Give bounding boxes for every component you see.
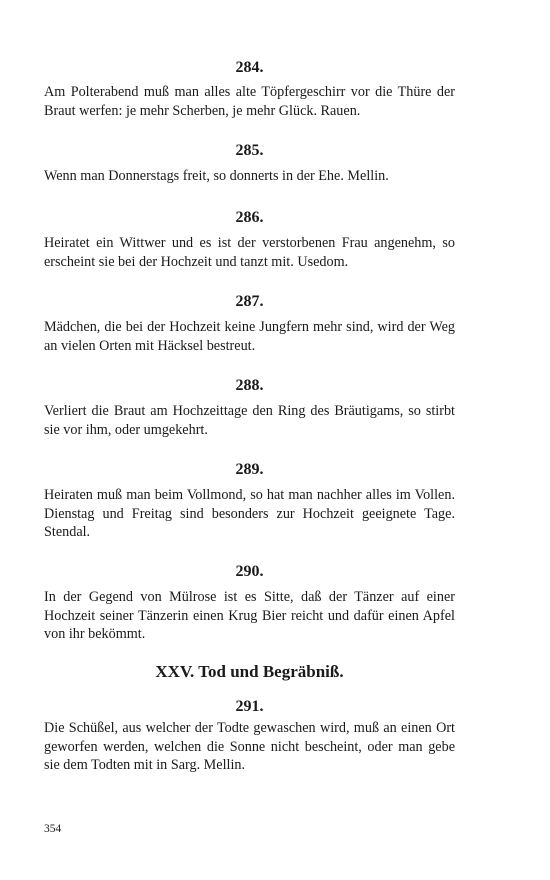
entry-text-288: Verliert die Braut am Hochzeittage den Ring des Bräutigams, so stirbt sie vor ihm, oder umgekehrt.	[44, 403, 455, 438]
entry-number-286: 286.	[235, 209, 264, 226]
page-number: 354	[44, 823, 62, 835]
entry-number-289: 289.	[235, 461, 264, 478]
entry-text-289: Heiraten muß man beim Vollmond, so hat man nachher alles im Vollen. Dienstag und Freitag sind besonders zur Hochzeit geeignete Tage. Stendal.	[44, 487, 455, 541]
entry-number-290: 290.	[235, 563, 264, 580]
entry-text-285: Wenn man Donnerstags freit, so donnerts in der Ehe. Mellin.	[44, 168, 389, 184]
entry-text-286: Heiratet ein Wittwer und es ist der verstorbenen Frau angenehm, so erscheint sie bei der Hochzeit und tanzt mit. Usedom.	[44, 235, 455, 270]
entry-text-291: Die Schüßel, aus welcher der Todte gewaschen wird, muß an einen Ort geworfen werden, welchen die Sonne nicht bescheint, oder man gebe sie dem Todten mit in Sarg. Mellin.	[44, 720, 455, 774]
entry-text-290: In der Gegend von Mülrose ist es Sitte, daß der Tänzer auf einer Hochzeit seiner Tänzerin einen Krug Bier reicht und dafür einen Apfel von ihr bekömmt.	[44, 589, 455, 643]
entry-number-285: 285.	[235, 142, 264, 159]
section-title: XXV. Tod und Begräbniß.	[155, 662, 344, 681]
entry-number-291: 291.	[235, 698, 264, 715]
entry-text-284: Am Polterabend muß man alles alte Töpfergeschirr vor die Thüre der Braut werfen: je mehr Scherben, je mehr Glück. Rauen.	[44, 84, 455, 119]
entry-text-287: Mädchen, die bei der Hochzeit keine Jungfern mehr sind, wird der Weg an vielen Orten mit Häcksel bestreut.	[44, 319, 455, 354]
entry-number-284: 284.	[235, 59, 264, 76]
entry-number-287: 287.	[235, 293, 264, 310]
entry-number-288: 288.	[235, 377, 264, 394]
